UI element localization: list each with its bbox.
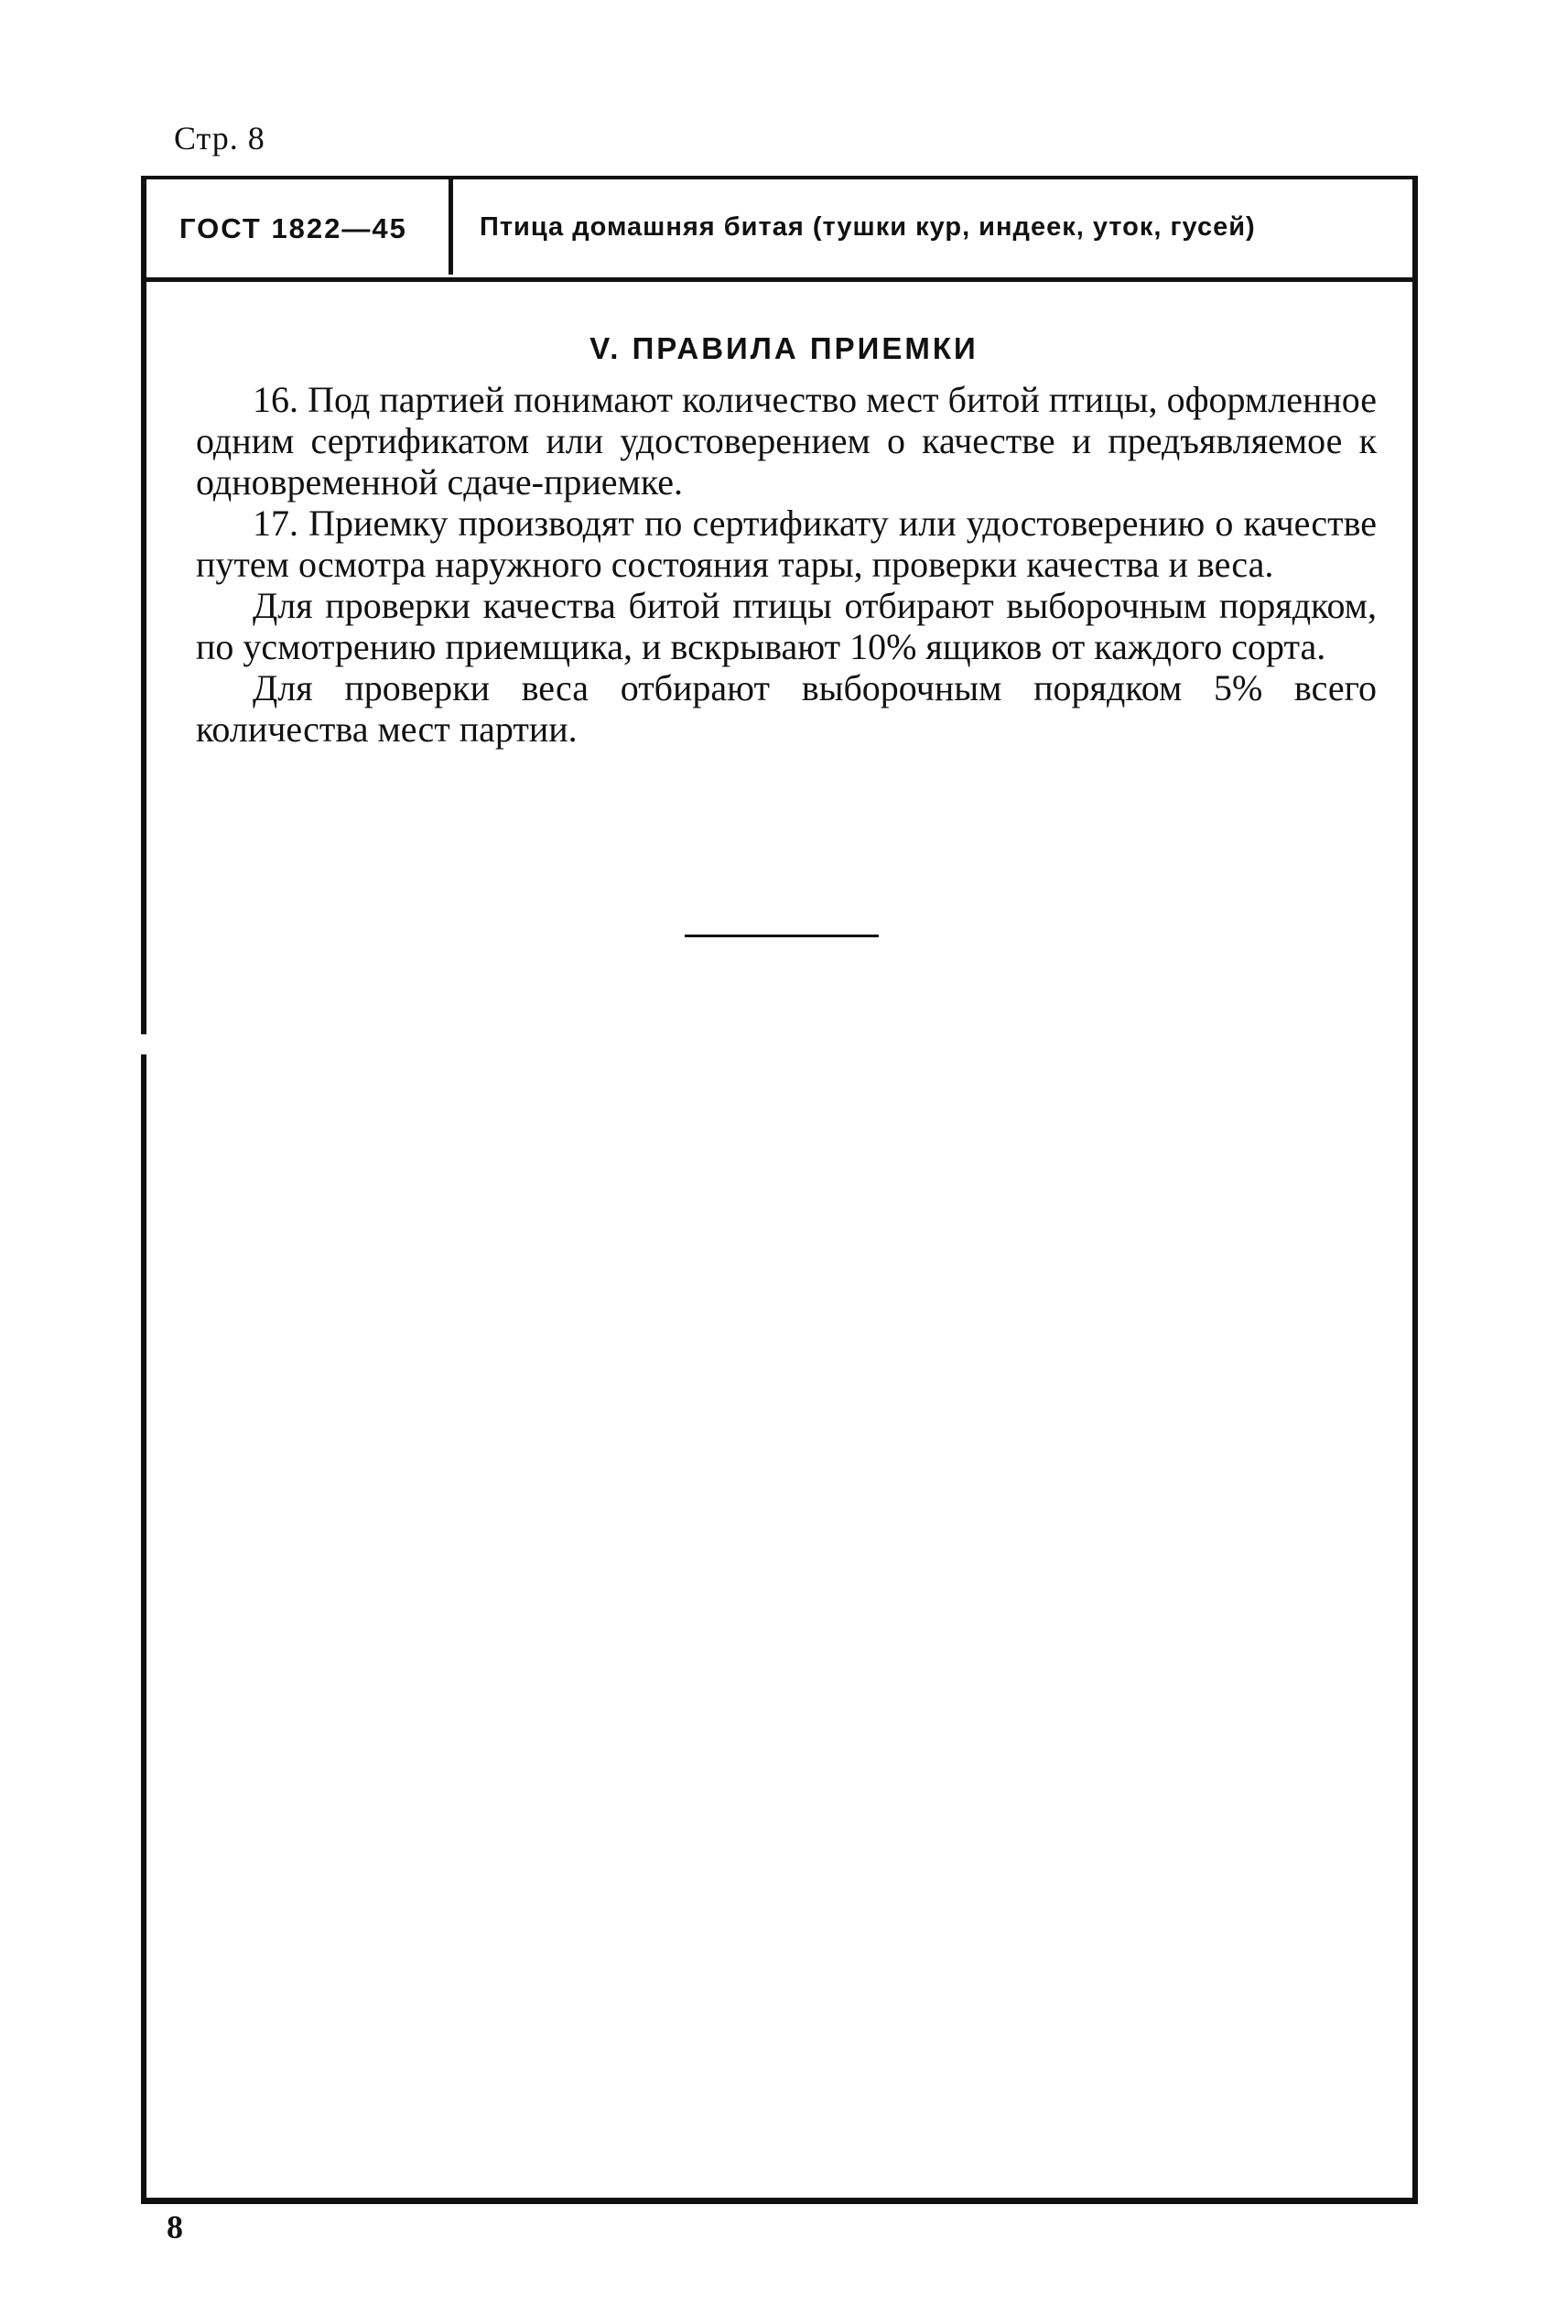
paragraph: Для проверки веса отбирают выборочным порядком 5% всего количества мест партии. (196, 667, 1377, 750)
section-title: V. ПРАВИЛА ПРИЕМКИ (589, 331, 979, 365)
end-rule (685, 935, 879, 937)
page-label: Стр. 8 (174, 120, 265, 157)
paragraph: 17. Приемку производят по сертификату или удостоверению о качестве путем осмотра наружного состояния тары, проверки качества и веса. (196, 503, 1377, 585)
frame-gap (137, 1034, 150, 1054)
paragraph: Для проверки качества битой птицы отбирают выборочным порядком, по усмотрению приемщика, и вскрывают 10% ящиков от каждого сорта. (196, 585, 1377, 667)
paragraph: 16. Под партией понимают количество мест битой птицы, оформленное одним сертификатом или удостоверением о качестве и предъявляемое к одновременной сдаче-приемке. (196, 379, 1377, 503)
document-header (146, 179, 1412, 282)
document-title: Птица домашняя битая (тушки кур, индеек, уток, гусей) (480, 212, 1256, 242)
header-divider (449, 179, 453, 275)
section-body (196, 379, 1377, 750)
page-number: 8 (167, 2209, 183, 2245)
standard-number: ГОСТ 1822—45 (179, 212, 407, 244)
